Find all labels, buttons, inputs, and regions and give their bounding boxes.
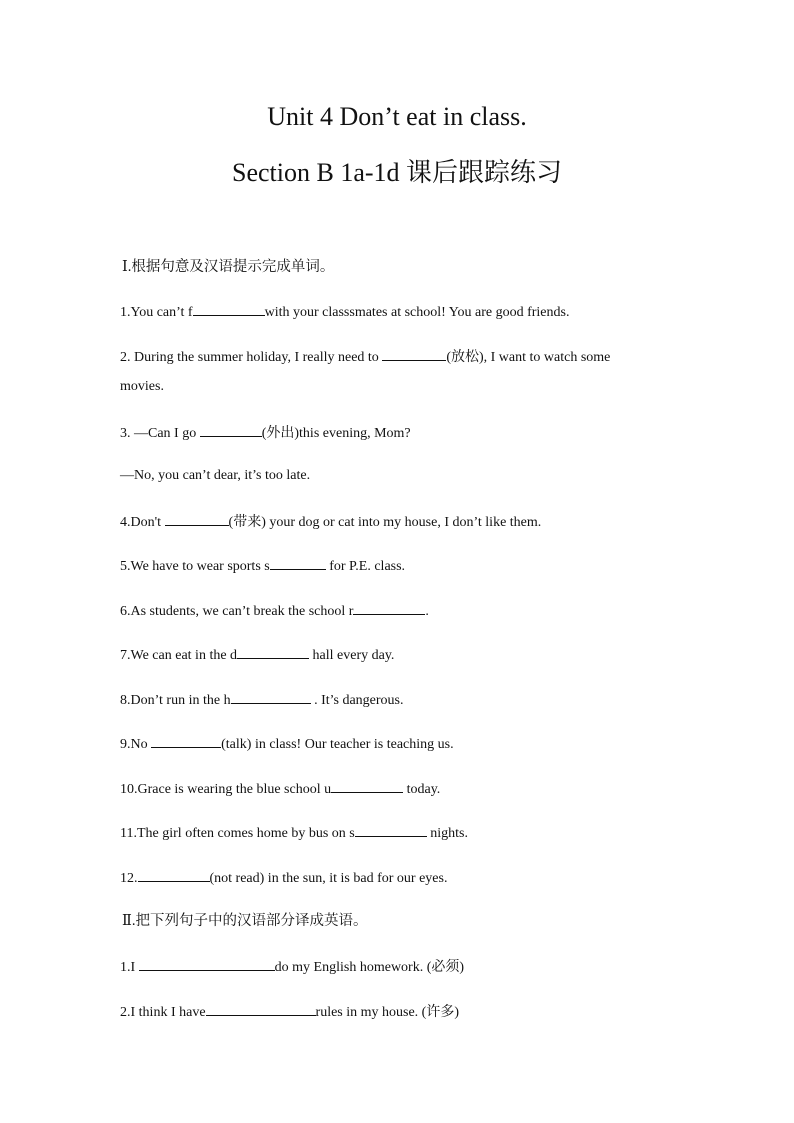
title-unit: Unit 4 Don’t eat in class.	[267, 102, 527, 131]
answer-blank	[165, 512, 229, 526]
answer-blank	[138, 868, 210, 882]
answer-blank	[270, 556, 326, 570]
answer-blank	[151, 734, 221, 748]
question-4: 4.Don't (带来) your dog or cat into my house, I don’t like them.	[120, 512, 541, 532]
question-3-reply: —No, you can’t dear, it’s too late.	[120, 468, 311, 483]
question-3: 3. —Can I go (外出)this evening, Mom?	[120, 423, 411, 443]
answer-blank	[237, 645, 309, 659]
question-11: 11.The girl often comes home by bus on s nights.	[120, 823, 468, 843]
question-7: 7.We can eat in the d hall every day.	[120, 645, 394, 665]
answer-blank	[206, 1002, 316, 1016]
part1-heading: Ⅰ.根据句意及汉语提示完成单词。	[122, 259, 335, 275]
answer-blank	[353, 601, 425, 615]
question-2-continued: movies.	[120, 379, 164, 394]
question-1: 1.You can’t f with your classsmates at school! You are good friends.	[120, 302, 569, 322]
title-section: Section B 1a-1d 课后跟踪练习	[231, 158, 563, 187]
answer-blank	[331, 779, 403, 793]
answer-blank	[382, 347, 446, 361]
answer-blank	[355, 823, 427, 837]
question-6: 6.As students, we can’t break the school r .	[120, 601, 429, 621]
question-12: 12. (not read) in the sun, it is bad for our eyes.	[120, 868, 447, 888]
question-2: 2. During the summer holiday, I really need to (放松), I want to watch some	[120, 347, 610, 367]
question-10: 10.Grace is wearing the blue school u today.	[120, 779, 440, 799]
answer-blank	[193, 302, 265, 316]
question-8: 8.Don’t run in the h . It’s dangerous.	[120, 690, 404, 710]
answer-blank	[200, 423, 262, 437]
question-5: 5.We have to wear sports s for P.E. class.	[120, 556, 405, 576]
question-9: 9.No (talk) in class! Our teacher is teaching us.	[120, 734, 454, 754]
answer-blank	[231, 690, 311, 704]
translation-question-1: 1.I do my English homework. (必须)	[120, 957, 464, 977]
translation-question-2: 2.I think I have rules in my house. (许多)	[120, 1002, 459, 1022]
answer-blank	[139, 957, 275, 971]
part2-heading: Ⅱ.把下列句子中的汉语部分译成英语。	[122, 913, 368, 929]
